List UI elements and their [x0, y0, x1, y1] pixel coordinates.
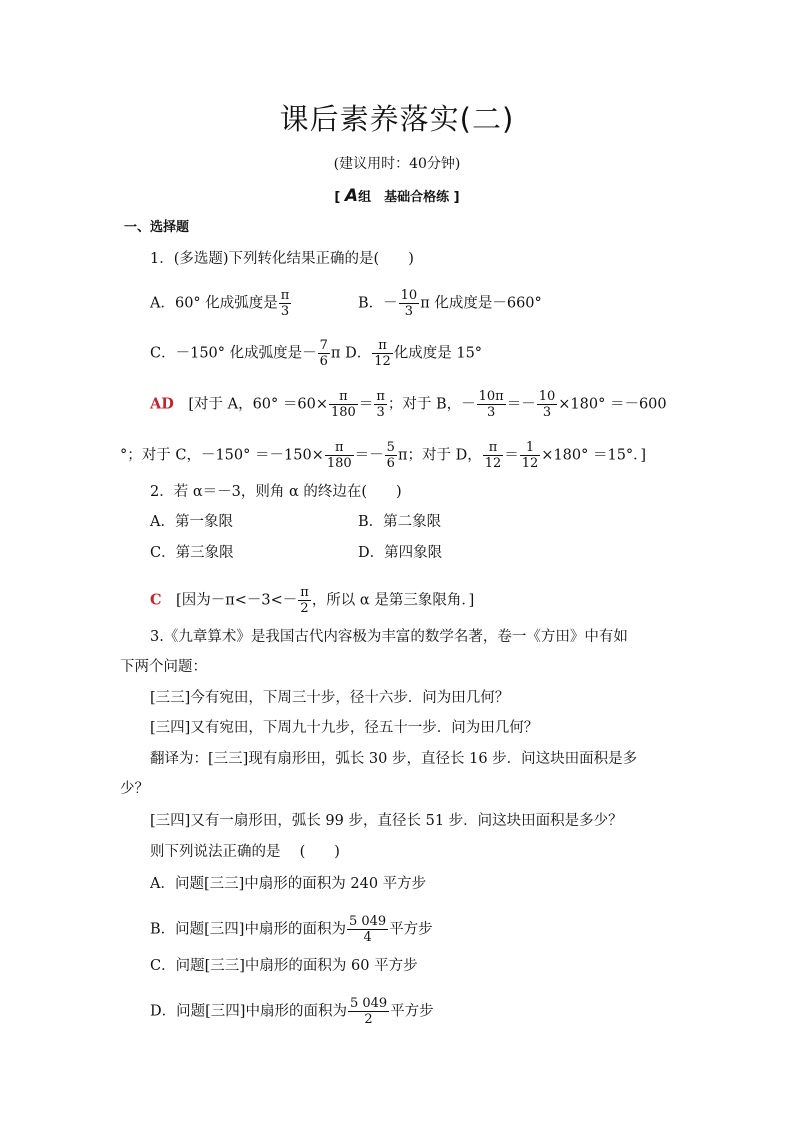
numerator: 5 049 [349, 996, 388, 1011]
q3-option-b [150, 914, 433, 945]
q1-option-b-suffix: π 化成度是－660° [420, 295, 542, 312]
q1-option-b-text: B．－ [358, 295, 398, 312]
q2-option-c: C．第三象限 [150, 545, 234, 561]
q3-option-d-suffix: 平方步 [390, 1003, 434, 1020]
q2-explanation [150, 585, 474, 616]
denominator: 6 [319, 354, 328, 369]
text: ，所以 α 是第三象限角．] [311, 592, 475, 609]
denominator: 12 [484, 456, 502, 471]
group-letter: A [344, 186, 359, 206]
fraction [348, 996, 389, 1027]
numerator: 5 [386, 440, 395, 455]
text: ；对于 B，－ [387, 396, 476, 413]
q1-option-c-suffix: π [330, 345, 341, 362]
q2-stem: 2．若 α＝－3，则角 α 的终边在( ) [150, 484, 402, 500]
numerator: 10 [538, 389, 556, 404]
fraction [329, 389, 358, 420]
text: ×180° ＝15°．] [541, 447, 647, 464]
q3-ask: 则下列说法正确的是 ( ) [150, 844, 340, 860]
q3-stem-line2: 下两个问题： [120, 659, 207, 675]
q1-answer: AD [150, 395, 174, 413]
denominator: 6 [386, 456, 395, 471]
q1-option-c-text: C．－150° 化成弧度是－ [150, 345, 317, 362]
fraction [399, 288, 420, 319]
q1-stem: 1．(多选题)下列转化结果正确的是( ) [150, 251, 414, 267]
q3-translation-line2: 少？ [120, 781, 149, 797]
q1-option-a [150, 288, 292, 319]
numerator: 7 [319, 338, 328, 353]
fraction [477, 389, 506, 420]
group-label: 组 基础合格练 [358, 190, 450, 205]
q3-translation-line1: 翻译为：[三三]现有扇形田，弧长 30 步，直径长 16 步．问这块田面积是多 [150, 751, 638, 767]
fraction [385, 440, 397, 471]
section-heading: 一、选择题 [124, 220, 190, 235]
q3-translation-line3: [三四]又有一扇形田，弧长 99 步，直径长 51 步．问这块田面积是多少？ [150, 813, 623, 829]
numerator: π [483, 440, 504, 456]
q3-option-d [150, 996, 434, 1027]
denominator: 4 [363, 930, 372, 945]
q2-option-a: A．第一象限 [150, 514, 233, 530]
text: ＝－ [354, 447, 384, 464]
denominator: 12 [374, 354, 391, 369]
fraction [537, 389, 558, 420]
text: [因为－π<－3<－ [176, 592, 298, 609]
denominator: 3 [376, 405, 385, 420]
text: ＝－ [506, 396, 536, 413]
q2-answer: C [150, 591, 162, 609]
q1-option-b [358, 288, 542, 319]
numerator: π [329, 389, 358, 405]
group-bracket-close: ] [453, 190, 460, 205]
numerator: π [280, 288, 290, 303]
q1-option-d-text: D． [345, 345, 372, 362]
group-bracket-open: [ [334, 190, 341, 205]
denominator: 180 [326, 456, 352, 471]
denominator: 180 [330, 405, 356, 420]
numerator: 5 049 [348, 914, 387, 929]
q1-option-c [150, 338, 482, 369]
group-heading [0, 186, 794, 206]
denominator: 2 [364, 1012, 373, 1027]
page-title: 课后素养落实(二) [279, 102, 515, 136]
numerator: π [300, 585, 309, 600]
numerator: 10 [400, 288, 418, 303]
text: π；对于 D， [397, 447, 482, 464]
denominator: 3 [542, 405, 552, 420]
numerator: π [372, 338, 393, 354]
fraction [298, 585, 311, 616]
denominator: 3 [404, 304, 414, 319]
q3-problem-34: [三四]又有宛田，下周九十九步，径五十一步．问为田几何？ [150, 720, 539, 736]
denominator: 3 [280, 304, 290, 319]
fraction [325, 440, 354, 471]
denominator: 2 [300, 601, 309, 616]
fraction [374, 389, 387, 420]
q3-stem-line1: 3.《九章算术》是我国古代内容极为丰富的数学名著，卷一《方田》中有如 [150, 629, 628, 645]
fraction [318, 338, 330, 369]
numerator: π [325, 440, 354, 456]
numerator: 10π [478, 389, 504, 404]
q3-problem-33: [三三]今有宛田，下周三十步，径十六步．问为田几何？ [150, 690, 510, 706]
fraction [483, 440, 504, 471]
q3-option-c: C．问题[三三]中扇形的面积为 60 平方步 [150, 958, 418, 974]
q3-option-b-suffix: 平方步 [389, 921, 433, 938]
text: °；对于 C，－150° ＝－150× [120, 447, 324, 464]
q1-option-d-suffix: 化成度是 15° [393, 345, 483, 362]
fraction [279, 288, 292, 319]
q3-option-b-text: B．问题[三四]中扇形的面积为 [150, 921, 346, 938]
suggested-time: (建议用时：40分钟) [333, 156, 461, 172]
text: ×180° ＝－600 [558, 396, 667, 413]
fraction [347, 914, 388, 945]
text: ＝ [358, 396, 374, 413]
fraction [520, 440, 541, 471]
q1-explanation-line1 [150, 389, 667, 420]
q2-option-d: D．第四象限 [358, 545, 443, 561]
numerator: 1 [520, 440, 541, 456]
q3-option-d-text: D．问题[三四]中扇形的面积为 [150, 1003, 347, 1020]
q3-option-a: A．问题[三三]中扇形的面积为 240 平方步 [150, 876, 427, 892]
q1-explanation-line2 [120, 440, 646, 471]
numerator: π [376, 389, 385, 404]
denominator: 12 [521, 456, 539, 471]
q2-option-b: B．第二象限 [358, 514, 442, 530]
text: ＝ [504, 447, 519, 464]
fraction [372, 338, 393, 369]
denominator: 3 [487, 405, 496, 420]
q1-option-a-text: A．60° 化成弧度是 [150, 295, 278, 312]
text: [对于 A，60° ＝60× [188, 396, 328, 413]
